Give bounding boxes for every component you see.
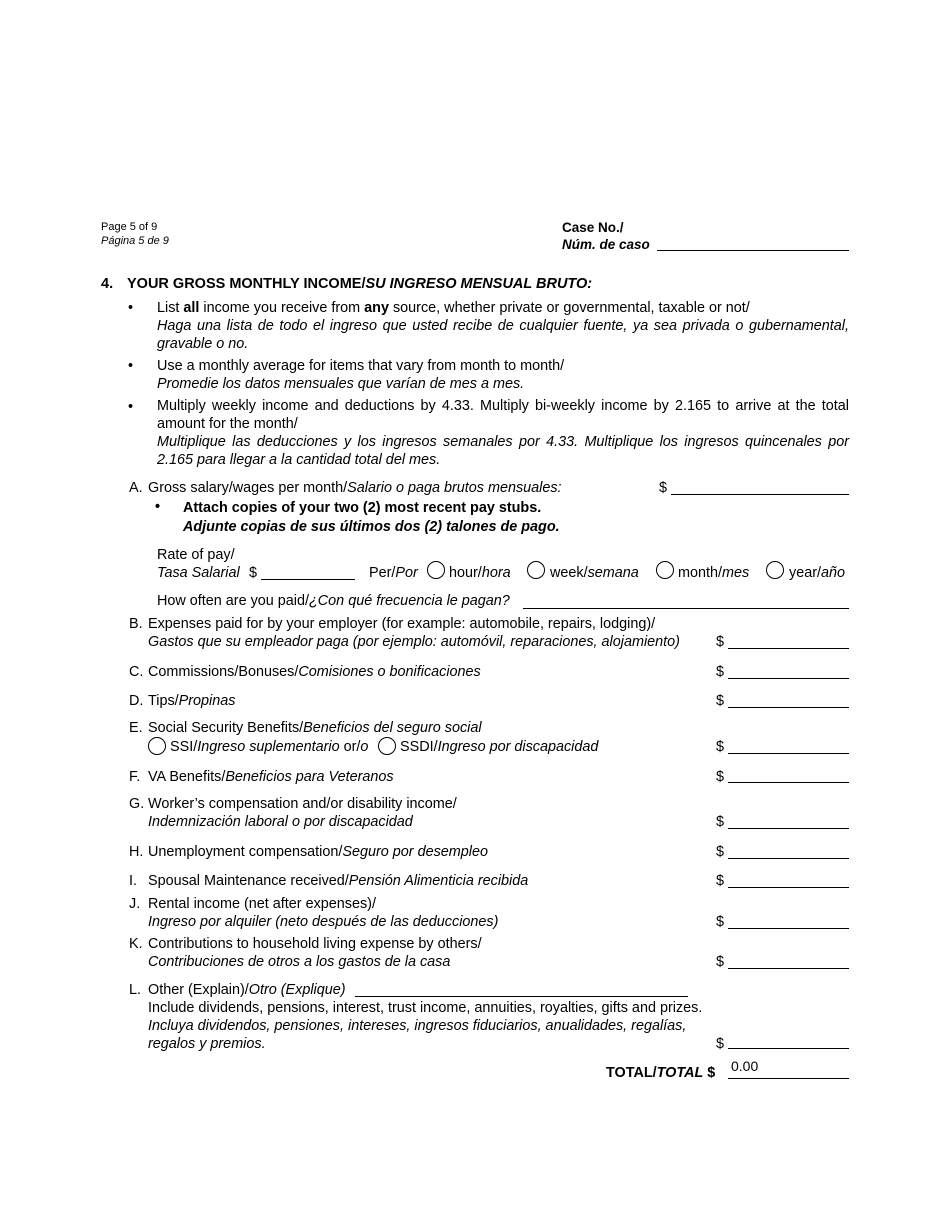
household-contributions-field[interactable] <box>728 968 849 969</box>
item-e-text: Social Security Benefits/Beneficios del seguro social <box>148 720 482 736</box>
employer-expenses-field[interactable] <box>728 648 849 649</box>
other-income-field[interactable] <box>728 1048 849 1049</box>
item-g-label: G. <box>129 796 145 812</box>
item-h-label: H. <box>129 844 144 860</box>
item-f-label: F. <box>129 769 141 785</box>
gross-salary-field[interactable] <box>671 494 849 495</box>
dollar-sign: $ <box>716 739 725 755</box>
item-k-label: K. <box>129 936 143 952</box>
workers-comp-field[interactable] <box>728 828 849 829</box>
bullet-3-text: Multiply weekly income and deductions by 4.33. Multiply bi-weekly income by 2.165 to arrive at the total amount for the month/ Multiplique las deducciones y los ingresos semanales por 4.33. Multiplique los ingresos quincenales por 2.165 para llegar a la cantidad total del mes. <box>157 398 849 468</box>
item-d-text: Tips/Propinas <box>148 693 236 709</box>
item-e-label: E. <box>129 720 143 736</box>
item-l-note-es: Incluya dividendos, pensiones, intereses, ingresos fiduciarios, anualidades, regalías, <box>148 1018 687 1034</box>
dollar-sign: $ <box>716 693 725 709</box>
item-i-text: Spousal Maintenance received/Pensión Alimenticia recibida <box>148 873 529 889</box>
pay-period-week-radio[interactable] <box>527 561 545 579</box>
item-b-text: Expenses paid for by your employer (for example: automobile, repairs, lodging)/ <box>148 616 656 632</box>
pay-period-month-label: month/mes <box>678 565 750 581</box>
social-security-field[interactable] <box>728 753 849 754</box>
bullet: • <box>128 399 134 415</box>
item-b-text-es: Gastos que su empleador paga (por ejemplo: automóvil, reparaciones, alojamiento) <box>148 634 680 650</box>
page-number: Page 5 of 9 <box>101 221 158 233</box>
item-f-text: VA Benefits/Beneficios para Veteranos <box>148 769 394 785</box>
pay-period-year-radio[interactable] <box>766 561 784 579</box>
item-k-text-es: Contribuciones de otros a los gastos de la casa <box>148 954 451 970</box>
section-number: 4. <box>101 276 114 292</box>
item-i-label: I. <box>129 873 137 889</box>
bullet: • <box>128 300 134 316</box>
dollar-sign: $ <box>716 914 725 930</box>
ssdi-label: SSDI/Ingreso por discapacidad <box>400 739 599 755</box>
dollar-sign: $ <box>716 873 725 889</box>
commissions-field[interactable] <box>728 678 849 679</box>
item-j-text-es: Ingreso por alquiler (neto después de las deducciones) <box>148 914 499 930</box>
case-number-label-es: Núm. de caso <box>562 237 650 252</box>
rate-of-pay-field[interactable] <box>261 579 355 580</box>
pay-period-year-label: year/año <box>789 565 846 581</box>
item-g-text: Worker’s compensation and/or disability income/ <box>148 796 457 812</box>
item-c-text: Commissions/Bonuses/Comisiones o bonificaciones <box>148 664 481 680</box>
bullet: • <box>128 358 134 374</box>
item-d-label: D. <box>129 693 144 709</box>
other-explain-field[interactable] <box>355 996 688 997</box>
page-number-es: Página 5 de 9 <box>101 235 169 247</box>
pay-period-month-radio[interactable] <box>656 561 674 579</box>
case-number-field[interactable] <box>657 250 849 251</box>
total-field <box>728 1078 849 1079</box>
dollar-sign: $ <box>716 769 725 785</box>
attach-pay-stubs-note: Attach copies of your two (2) most recent pay stubs. <box>183 500 542 516</box>
dollar-sign: $ <box>716 1036 725 1052</box>
total-value: 0.00 <box>731 1058 759 1074</box>
item-j-text: Rental income (net after expenses)/ <box>148 896 376 912</box>
pay-frequency-field[interactable] <box>523 608 849 609</box>
pay-frequency-label: How often are you paid/¿Con qué frecuencia le pagan? <box>157 593 510 609</box>
dollar-sign: $ <box>716 814 725 830</box>
dollar-sign: $ <box>716 664 725 680</box>
pay-period-hour-radio[interactable] <box>427 561 445 579</box>
attach-pay-stubs-note-es: Adjunte copias de sus últimos dos (2) talones de pago. <box>183 519 560 535</box>
bullet: • <box>155 499 161 515</box>
total-label: TOTAL/TOTAL $ <box>606 1065 716 1081</box>
item-g-text-es: Indemnización laboral o por discapacidad <box>148 814 413 830</box>
bullet-1-text: List all income you receive from any source, whether private or governmental, taxable or not/ Haga una lista de todo el ingreso que usted recibe de cualquier fuente, ya sea privada o gubernamental, gravable o no. <box>157 300 849 352</box>
tips-field[interactable] <box>728 707 849 708</box>
dollar-sign: $ <box>716 844 725 860</box>
item-j-label: J. <box>129 896 141 912</box>
item-c-label: C. <box>129 664 144 680</box>
item-a-label: A. <box>129 480 143 496</box>
ssdi-radio[interactable] <box>378 737 396 755</box>
item-l-text: Other (Explain)/Otro (Explique) <box>148 982 346 998</box>
rate-of-pay-label: Rate of pay/ <box>157 547 235 563</box>
rate-of-pay-label-es: Tasa Salarial <box>157 565 240 581</box>
va-benefits-field[interactable] <box>728 782 849 783</box>
dollar-sign: $ <box>716 954 725 970</box>
dollar-sign: $ <box>249 565 258 581</box>
section-title: YOUR GROSS MONTHLY INCOME/SU INGRESO MENSUAL BRUTO: <box>127 276 593 292</box>
bullet-2-text: Use a monthly average for items that vary from month to month/ Promedie los datos mensuales que varían de mes a mes. <box>157 358 565 392</box>
dollar-sign: $ <box>659 480 668 496</box>
rental-income-field[interactable] <box>728 928 849 929</box>
item-k-text: Contributions to household living expense by others/ <box>148 936 482 952</box>
item-h-text: Unemployment compensation/Seguro por desempleo <box>148 844 488 860</box>
per-label: Per/Por <box>369 565 418 581</box>
item-l-note: Include dividends, pensions, interest, trust income, annuities, royalties, gifts and prizes. <box>148 1000 703 1016</box>
pay-period-week-label: week/semana <box>550 565 639 581</box>
item-l-label: L. <box>129 982 142 998</box>
pay-period-hour-label: hour/hora <box>449 565 511 581</box>
dollar-sign: $ <box>716 634 725 650</box>
item-a-text: Gross salary/wages per month/Salario o paga brutos mensuales: <box>148 480 562 496</box>
ssi-label: SSI/Ingreso suplementario or/o <box>170 739 369 755</box>
case-number-label: Case No./ <box>562 220 624 235</box>
ssi-radio[interactable] <box>148 737 166 755</box>
item-l-note-es-2: regalos y premios. <box>148 1036 266 1052</box>
spousal-maintenance-field[interactable] <box>728 887 849 888</box>
item-b-label: B. <box>129 616 143 632</box>
unemployment-field[interactable] <box>728 858 849 859</box>
